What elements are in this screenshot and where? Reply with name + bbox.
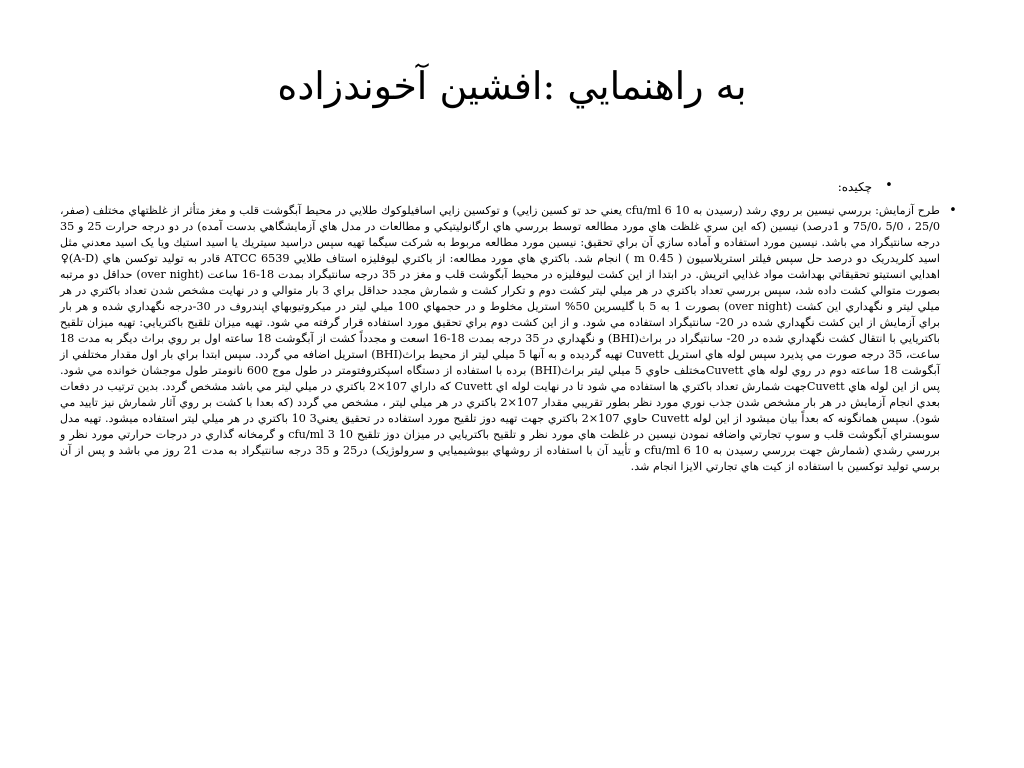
abstract-heading: چكيده: bbox=[837, 180, 872, 194]
body-bullet-icon: • bbox=[949, 203, 957, 218]
slide-title: به راهنمايي :افشين آخوندزاده bbox=[277, 64, 747, 108]
abstract-body: طرح آزمايش: بررسي نيسين بر روي رشد (رسيدن به cfu/ml 6 10 يعني حد تو كسين زايي) و توكسين زايي اسافيلوكوك طلايي در محيط آبگوشت قلب و مغز متأثر از غلظتهاي مختلف (صفر، 25/0 ، 5/0 ،75/0 و 1درصد) نيسين (كه اين سري غلظت هاي مورد مطالعه توسط بررسي هاي ارگانوليتيكي و مطالعات در مدل هاي آزمايشگاهي بدست آمده) در دو درجه حرارت 25 و 35 درجه سانتيگراد مي باشد. نيسين مورد استفاده و آماده سازي آن براي تحقيق: نيسين مورد مطالعه مربوط به شركت سيگما تهيه سپس دراسيد سيتريك يا اسيد استيك ويا يک اسيد معدني مثل اسيد كلريدريک دو درصد حل سپس فيلتر استريلاسيون ( m 0.45 ) انجام شد. باكتري هاي مورد مطالعه: از باكتري ليوفليزه استاف طلايي ATCC 6539 قادر به توليد توكسن هاي (A-D)♀ اهدايي انستيتو تحقيقاتي بهداشت مواد غذايي اتريش. در ابتدا از اين كشت ليوفليزه در محيط آبگوشت قلب و مغز در 35 درجه سانتيگراد بمدت 18-16 ساعت (over night) حداقل دو مرتبه بصورت متوالي كشت داده شد، سپس بررسي تعداد باكتري در هر ميلي ليتر كشت دوم و تكرار كشت و شمارش مجدد حداقل براي 3 بار متوالي و در نهايت مشخص شدن تعداد باكتري در هر ميلي ليتر و نگهداري اين كشت (over night) بصورت 1 به 5 با گليسرين 50% استريل مخلوط و در حجمهاي 100 ميلي ليتر در ميكروتيوبهاي اپندروف در 30-درجه نگهداري شده و هر بار براي آزمايش از اين كشت نگهداري شده در 20- سانتيگراد استفاده مي شود. و از اين كشت دوم براي تحقيق مورد استفاده قرار گرفته مي شود. تهيه ميزان تلقيح باكتريايي: تهيه ميزان تلقيح باكتريايي با انتقال كشت نگهداري شده در 20- سانتيگراد در براث(BHI) و نگهداري در 35 درجه بمدت 18-16 اسعت و مجدداً كشت از آبگوشت 18 ساعته اول بر روي براث ديگر به مدت 18 ساعت، 35 درجه صورت مي پذيرد سپس لوله هاي استريل Cuvett تهيه گرديده و به آنها 5 ميلي ليتر از محيط براث(BHI) استريل اضافه مي گردد. سپس ابتدا براي بار اول مقدار مختلفي از آبگوشت 18 ساعته دوم در روي لوله هاي Cuvettمختلف حاوي 5 ميلي ليتر براث(BHI) برده با استفاده از دستگاه اسپكتروفتومتر در طول موج 600 نانومتر طول موجشان خوانده مي شود. پس از اين لوله هاي Cuvettجهت شمارش تعداد باكتري ها استفاده مي شود تا در نهايت لوله اي Cuvett كه داراي 107×2 باكتري در ميلي ليتر مي باشد مشخص گردد. بدين ترتيب در دفعات بعدي انجام آزمايش در هر بار مشخص شدن جذب نوري مورد نظر بطور تقريبي مقدار 107×2 باكتري در هر ميلي ليتر ، مشخص مي گردد (كه بعدا با كشت بر روي آثار شمارش نيز تاييد مي شود). سپس همانگونه كه بعداً بيان ميشود از اين لوله Cuvett حاوي 107×2 باكتري جهت تهيه دوز تلقيح مورد استفاده در تحقيق يعني3 10 باكتري در هر ميلي ليتر استفاده ميشود. تهيه مدل سوبستراي آبگوشت قلب و سوپ تجارتي واضافه نمودن نيسين در غلظت هاي مورد نظر و تلقيح باكتريايي در ميزان دوز تلقيح cfu/ml 3 10 و گرمخانه گذاري در درجات حرارتي مورد نظر و بررسي رشدي (شمارش جهت بررسي رسيدن به cfu/ml 6 10 و تأييد آن با استفاده از روشهاي بيوشيميايي و سرولوژيک) در25 و 35 درجه سانتيگراد به مدت 21 روز مي باشد و پس از آن برسي توليد توكسين با استفاده از كيت هاي تجارتي الايزا انجام شد. bbox=[60, 204, 941, 473]
heading-bullet-icon: • bbox=[885, 178, 893, 193]
